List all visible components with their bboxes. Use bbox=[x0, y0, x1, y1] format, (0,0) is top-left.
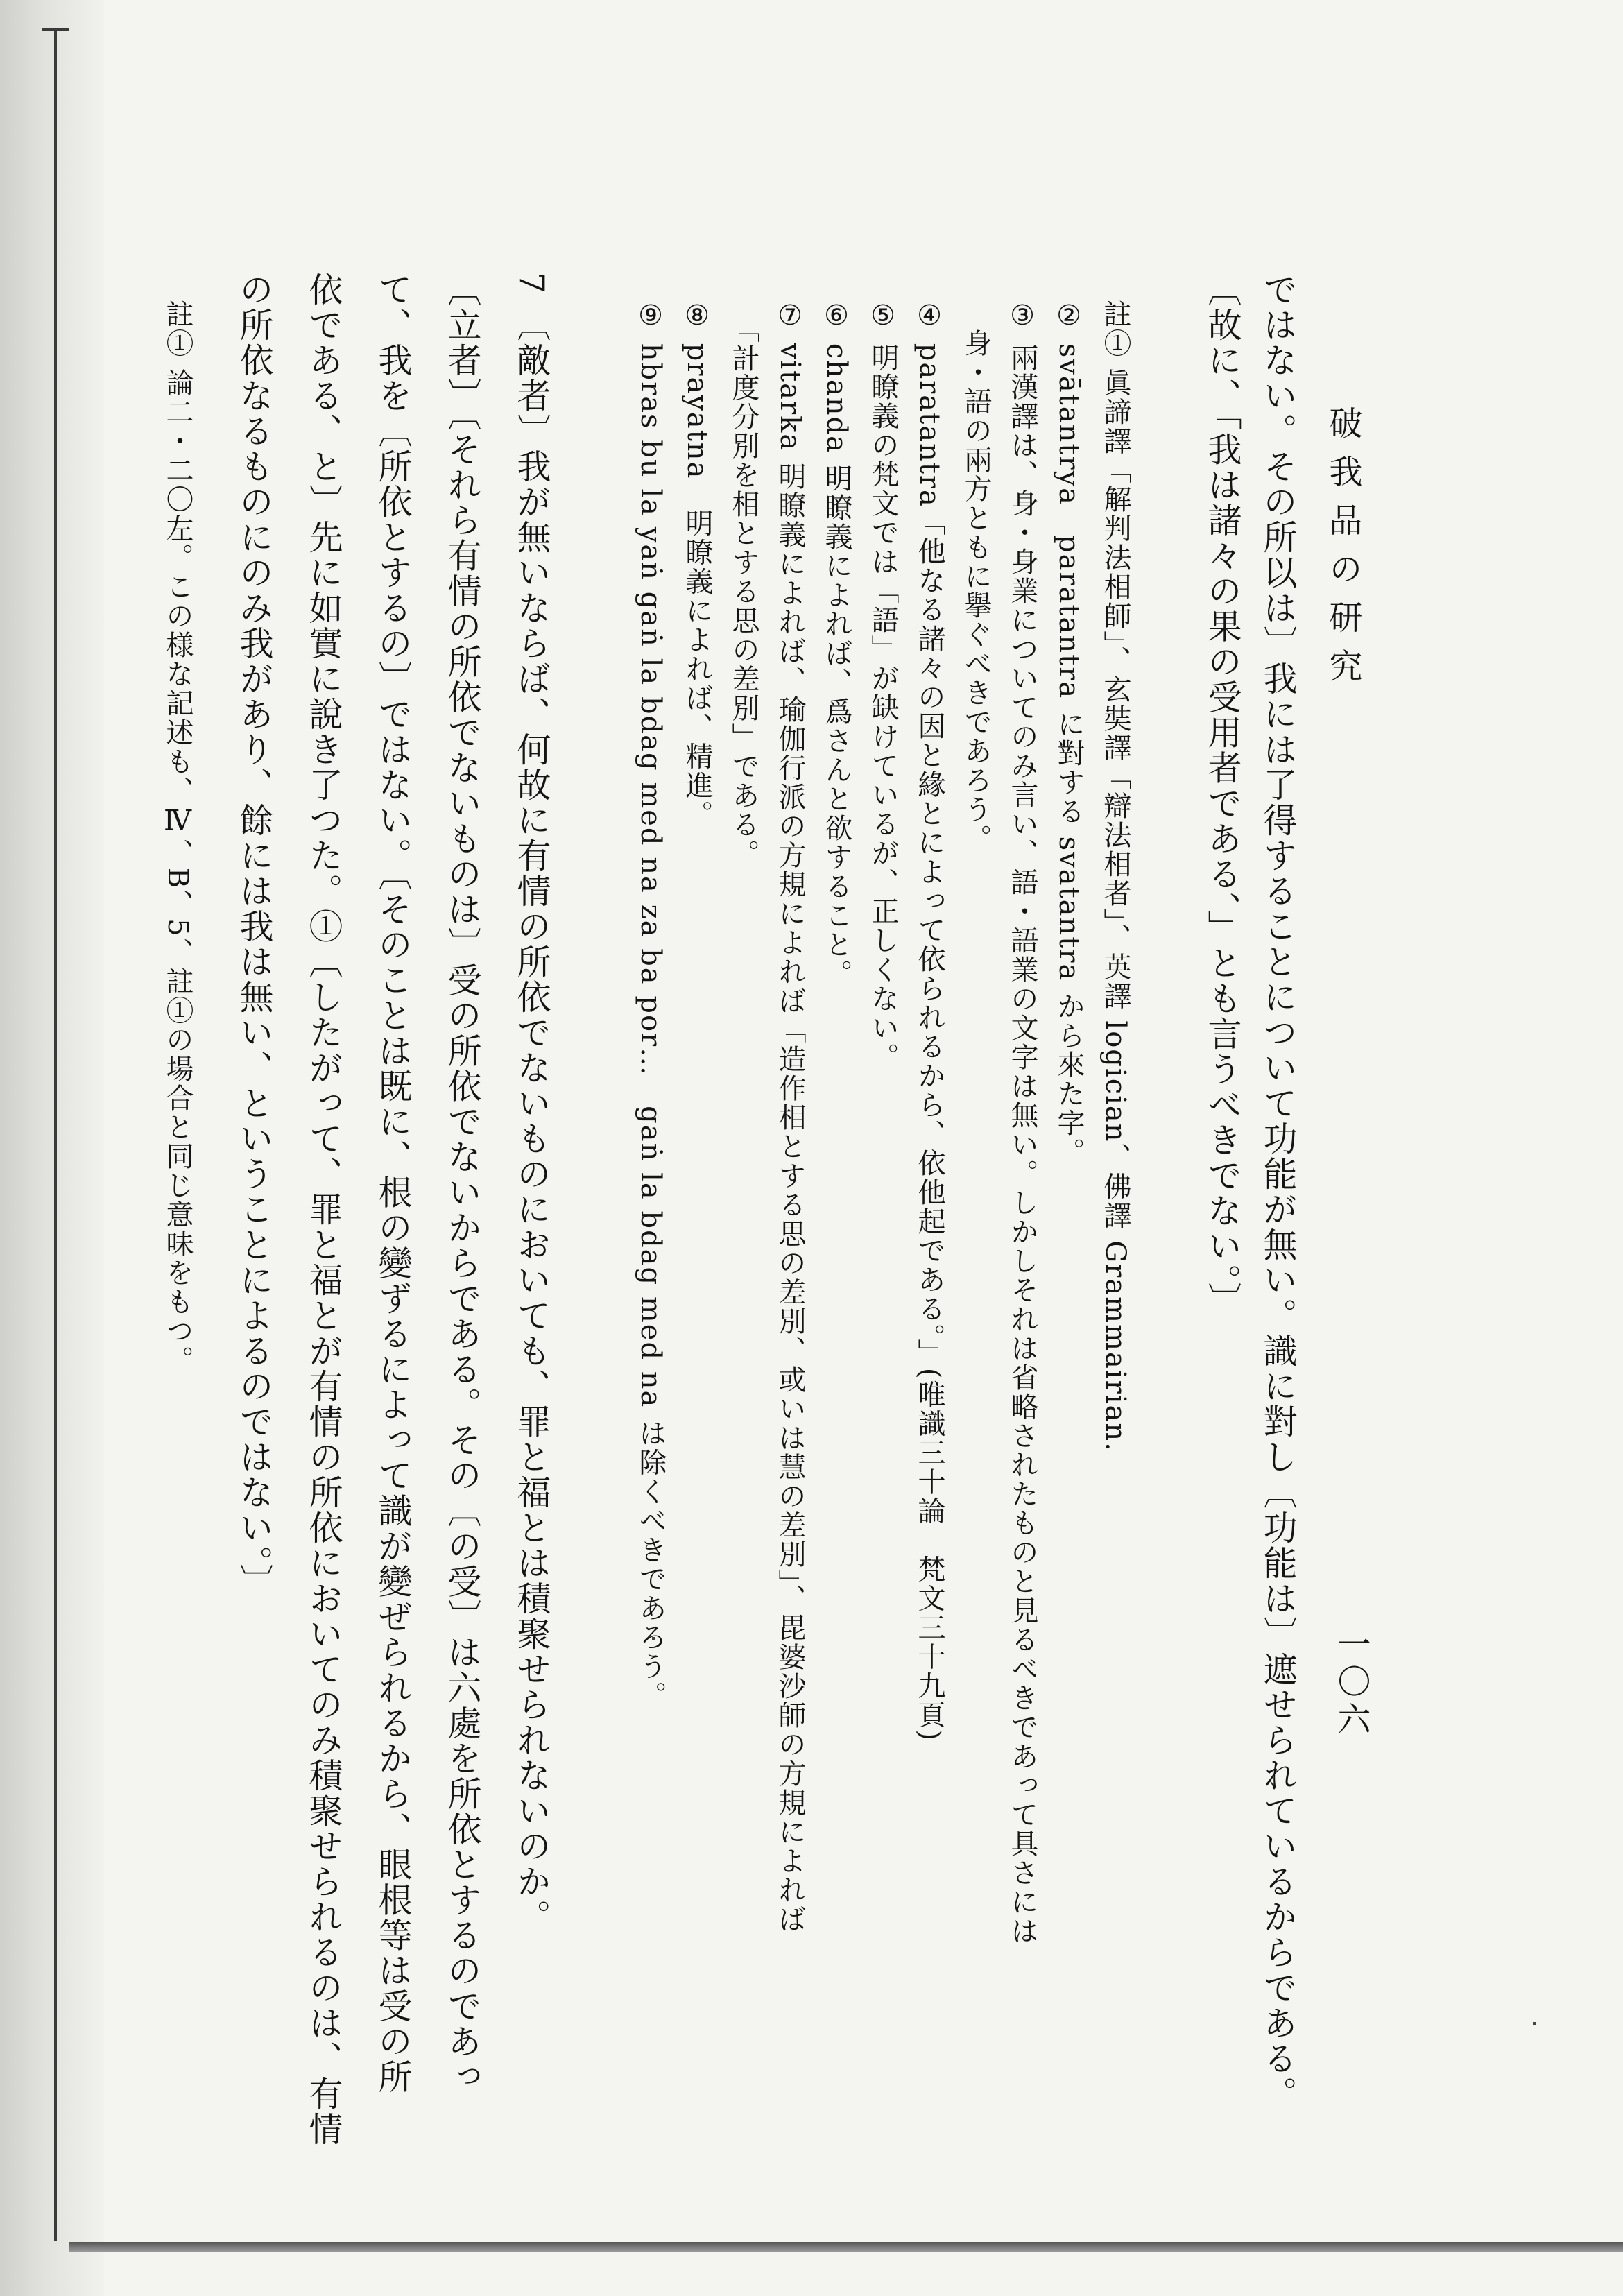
note-5: ⑤ 明瞭義の梵文では「語」が缺けているが、正しくない。 bbox=[867, 300, 899, 1072]
body-column-6: 依である、と〕先に如實に說き了つた。①〔したがって、罪と福とが有情の所依においてのみ積聚せられるのは、有情 bbox=[304, 272, 343, 2147]
speck bbox=[1533, 2022, 1536, 2025]
running-title: 破我品の研究 bbox=[1323, 406, 1362, 697]
body-column-7: の所依なるものにのみ我があり、餘には我は無い、ということによるのではない。〕 bbox=[234, 272, 274, 1600]
body-column-1: ではない。その所以は〕我には了得することについて功能が無い。識に對し〔功能は〕遮せられているからである。 bbox=[1258, 272, 1298, 2111]
note-7-cont: 「計度分別を相とする思の差別」である。 bbox=[728, 300, 759, 868]
note-8: ⑧ prayatna 明瞭義によれば、精進。 bbox=[681, 300, 713, 830]
body-column-5: て、我を〔所依とするの〕ではない。〔そのことは既に、根の變ずるによって識が變ぜられるから、眼根等は受の所 bbox=[373, 272, 413, 2095]
note-4: ④ paratantra「他なる諸々の因と緣とによって依られるから、依他起である。」(唯識三十論 梵文三十九頁) bbox=[913, 300, 945, 1742]
scan-shadow-bottom bbox=[69, 2242, 1623, 2252]
binding-rule bbox=[54, 28, 57, 2241]
binding-tick bbox=[42, 28, 69, 31]
note-1: 註① 眞諦譯「解判法相師」、玄奘譯「辯法相者」、英譯 logician、佛譯 Grammairian. bbox=[1099, 300, 1131, 1453]
body-column-4: 〔立者〕〔それら有情の所依でないものは〕受の所依でないからである。その〔の受〕は六處を所依とするのであっ bbox=[443, 272, 482, 2095]
body-section-7: 7 〔敵者〕我が無いならば、何故に有情の所依でないものにおいても、罪と福とは積聚せられないのか。 bbox=[512, 272, 551, 1935]
note-3-cont: 身・語の兩方ともに擧ぐべきであろう。 bbox=[960, 300, 992, 853]
body-column-2: 〔故に、「我は諸々の果の受用者である、」とも言うべきでない。〕 bbox=[1203, 272, 1242, 1318]
note-7: ⑦ vitarka 明瞭義によれば、瑜伽行派の方規によれば「造作相とする思の差別、或いは慧の差別」、毘婆沙師の方規によれば bbox=[774, 300, 806, 1934]
scan-shadow-left bbox=[0, 0, 104, 2296]
note-9: ⑨ hbras bu la yaṅ gaṅ la bdag med na za ba por… gaṅ la bdag med na は除くべきであろう。 bbox=[635, 300, 667, 1711]
page-number: 一〇六 bbox=[1332, 1627, 1371, 1739]
footnote-final: 註① 論二・二〇左。この様な記述も、Ⅳ、B、5、註①の場合と同じ意味をもつ。 bbox=[162, 300, 194, 1375]
note-2: ② svātantrya paratantra に對する svatantra から來た字。 bbox=[1053, 300, 1085, 1167]
note-3: ③ 兩漢譯は、身・身業についてのみ言い、語・語業の文字は無い。しかしそれは省略されたものと見るべきであって具さには bbox=[1006, 300, 1038, 1946]
note-6: ⑥ chanda 明瞭義によれば、爲さんと欲すること。 bbox=[821, 300, 852, 988]
